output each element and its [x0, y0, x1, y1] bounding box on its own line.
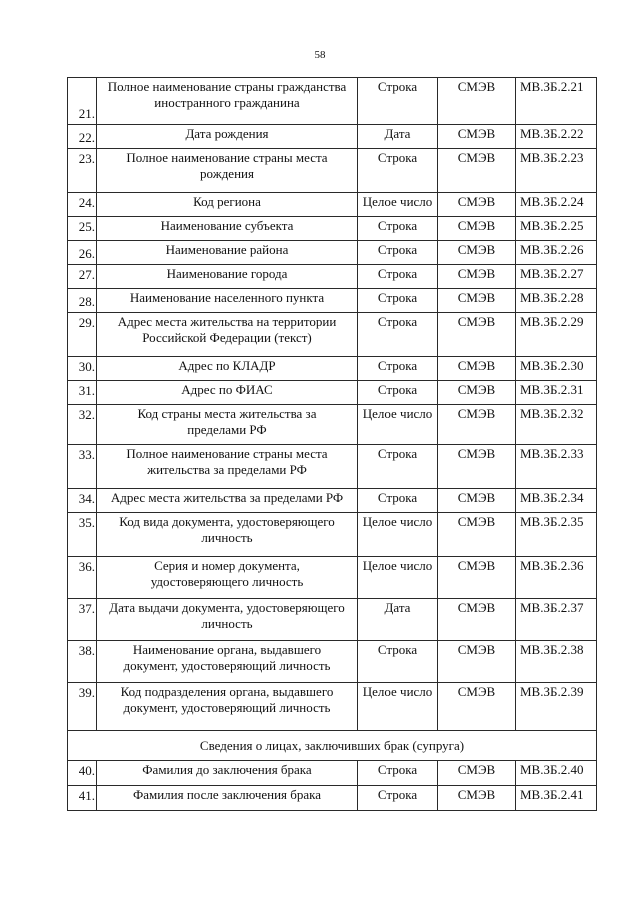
attribute-name	[97, 357, 358, 381]
attribute-code: МВ.ЗБ.2.24	[516, 193, 597, 217]
attribute-source: СМЭВ	[438, 445, 516, 489]
row-number: 27.	[68, 265, 97, 289]
attribute-type: Дата	[358, 125, 438, 149]
attribute-code: МВ.ЗБ.2.37	[516, 599, 597, 641]
attribute-source: СМЭВ	[438, 683, 516, 731]
attribute-name-line: пределами РФ	[187, 422, 267, 437]
attribute-code: МВ.ЗБ.2.40	[516, 761, 597, 786]
attribute-code: МВ.ЗБ.2.29	[516, 313, 597, 357]
attribute-type: Строка	[358, 241, 438, 265]
attribute-name-line: Дата выдачи документа, удостоверяющего	[109, 600, 345, 615]
row-number: 25.	[68, 217, 97, 241]
attribute-source: СМЭВ	[438, 405, 516, 445]
attribute-name-line: документ, удостоверяющий личность	[123, 700, 331, 715]
attribute-code: МВ.ЗБ.2.32	[516, 405, 597, 445]
attribute-name-line: Наименование субъекта	[160, 218, 294, 233]
attribute-source: СМЭВ	[438, 557, 516, 599]
attribute-name	[97, 761, 358, 786]
table-row	[68, 381, 597, 405]
attribute-name	[97, 599, 358, 641]
attribute-name	[97, 445, 358, 489]
attribute-type: Строка	[358, 313, 438, 357]
section-table-body	[68, 731, 597, 811]
attribute-name-line: документ, удостоверяющий личность	[123, 658, 331, 673]
attribute-name-line: Наименование органа, выдавшего	[132, 642, 322, 657]
attribute-source: СМЭВ	[438, 489, 516, 513]
attribute-name-line: Адрес места жительства на территории	[117, 314, 337, 329]
attribute-type: Строка	[358, 641, 438, 683]
attribute-type: Целое число	[358, 557, 438, 599]
attribute-name-line: Наименование района	[165, 242, 289, 257]
attribute-code: МВ.ЗБ.2.36	[516, 557, 597, 599]
attribute-name-line: Адрес по ФИАС	[181, 382, 273, 397]
attribute-code: МВ.ЗБ.2.31	[516, 381, 597, 405]
table-row	[68, 289, 597, 313]
attribute-source: СМЭВ	[438, 78, 516, 125]
section-header-row	[68, 731, 597, 761]
attribute-name	[97, 489, 358, 513]
attribute-source: СМЭВ	[438, 599, 516, 641]
row-number: 23.	[68, 149, 97, 193]
attribute-name-line: личность	[201, 616, 253, 631]
attribute-code: МВ.ЗБ.2.30	[516, 357, 597, 381]
attribute-name	[97, 193, 358, 217]
attribute-code: МВ.ЗБ.2.34	[516, 489, 597, 513]
table-row	[68, 641, 597, 683]
attribute-name	[97, 217, 358, 241]
attribute-code: МВ.ЗБ.2.27	[516, 265, 597, 289]
attribute-type: Строка	[358, 265, 438, 289]
attribute-name-line: рождения	[200, 166, 254, 181]
attribute-type: Строка	[358, 289, 438, 313]
attribute-name-line: Наименование населенного пункта	[129, 290, 325, 305]
page-number: 58	[314, 49, 326, 61]
attribute-code: МВ.ЗБ.2.35	[516, 513, 597, 557]
attribute-code: МВ.ЗБ.2.26	[516, 241, 597, 265]
attribute-type: Строка	[358, 489, 438, 513]
attribute-name	[97, 78, 358, 125]
attribute-name-line: Наименование города	[166, 266, 288, 281]
table-row	[68, 217, 597, 241]
attribute-name-line: удостоверяющего личность	[150, 574, 304, 589]
attribute-source: СМЭВ	[438, 357, 516, 381]
row-number: 33.	[68, 445, 97, 489]
attribute-name-line: личность	[201, 530, 253, 545]
row-number: 21.	[68, 78, 97, 125]
table-row	[68, 149, 597, 193]
attribute-source: СМЭВ	[438, 265, 516, 289]
row-number: 29.	[68, 313, 97, 357]
attribute-code: МВ.ЗБ.2.28	[516, 289, 597, 313]
attribute-source: СМЭВ	[438, 761, 516, 786]
row-number: 35.	[68, 513, 97, 557]
attribute-type: Строка	[358, 381, 438, 405]
attribute-name	[97, 513, 358, 557]
attribute-name	[97, 381, 358, 405]
row-number: 34.	[68, 489, 97, 513]
attribute-source: СМЭВ	[438, 513, 516, 557]
attribute-code: МВ.ЗБ.2.22	[516, 125, 597, 149]
attribute-code: МВ.ЗБ.2.41	[516, 786, 597, 811]
row-number: 28.	[68, 289, 97, 313]
attribute-name	[97, 149, 358, 193]
attribute-name-line: Полное наименование страны места	[126, 150, 328, 165]
attribute-name	[97, 289, 358, 313]
attribute-source: СМЭВ	[438, 313, 516, 357]
table-row	[68, 193, 597, 217]
attribute-name-line: Код страны места жительства за	[137, 406, 317, 421]
table-row	[68, 489, 597, 513]
attribute-code: МВ.ЗБ.2.39	[516, 683, 597, 731]
row-number: 41.	[68, 786, 97, 811]
attribute-name-line: Код подразделения органа, выдавшего	[120, 684, 334, 699]
table-row	[68, 125, 597, 149]
table-row	[68, 78, 597, 125]
table-row	[68, 513, 597, 557]
attributes-table-body	[68, 78, 597, 731]
row-number: 24.	[68, 193, 97, 217]
attribute-type: Строка	[358, 78, 438, 125]
attribute-source: СМЭВ	[438, 125, 516, 149]
attribute-name	[97, 683, 358, 731]
row-number: 31.	[68, 381, 97, 405]
attribute-name	[97, 241, 358, 265]
attribute-name	[97, 641, 358, 683]
table-row	[68, 445, 597, 489]
attribute-name	[97, 405, 358, 445]
table-row	[68, 265, 597, 289]
attribute-type: Строка	[358, 761, 438, 786]
table-row	[68, 761, 597, 786]
attribute-name-line: Адрес по КЛАДР	[178, 358, 276, 373]
attribute-type: Строка	[358, 217, 438, 241]
attribute-name-line: Полное наименование страны гражданства	[107, 79, 347, 94]
section-title: Сведения о лицах, заключивших брак (супруга)	[68, 731, 597, 761]
table-row	[68, 241, 597, 265]
table-row	[68, 405, 597, 445]
attribute-source: СМЭВ	[438, 381, 516, 405]
attribute-name-line: Российской Федерации (текст)	[142, 330, 312, 345]
attribute-type: Дата	[358, 599, 438, 641]
attribute-source: СМЭВ	[438, 241, 516, 265]
attribute-name-line: жительства за пределами РФ	[147, 462, 307, 477]
attribute-code: МВ.ЗБ.2.21	[516, 78, 597, 125]
attribute-type: Целое число	[358, 405, 438, 445]
row-number: 39.	[68, 683, 97, 731]
table-row	[68, 357, 597, 381]
attribute-name-line: Дата рождения	[185, 126, 269, 141]
row-number: 38.	[68, 641, 97, 683]
attribute-name-line: Код региона	[193, 194, 261, 209]
attribute-source: СМЭВ	[438, 786, 516, 811]
attribute-name-line: Код вида документа, удостоверяющего	[119, 514, 335, 529]
row-number: 37.	[68, 599, 97, 641]
attribute-type: Строка	[358, 149, 438, 193]
attribute-source: СМЭВ	[438, 289, 516, 313]
row-number: 30.	[68, 357, 97, 381]
attribute-type: Целое число	[358, 193, 438, 217]
attribute-type: Целое число	[358, 513, 438, 557]
table-row	[68, 557, 597, 599]
row-number: 40.	[68, 761, 97, 786]
attribute-name-line: иностранного гражданина	[154, 95, 300, 110]
table-row	[68, 313, 597, 357]
attribute-source: СМЭВ	[438, 641, 516, 683]
row-number: 36.	[68, 557, 97, 599]
attribute-type: Строка	[358, 445, 438, 489]
row-number: 32.	[68, 405, 97, 445]
attribute-name	[97, 125, 358, 149]
attribute-code: МВ.ЗБ.2.38	[516, 641, 597, 683]
row-number: 22.	[68, 125, 97, 149]
table-row	[68, 786, 597, 811]
attribute-source: СМЭВ	[438, 217, 516, 241]
attribute-name	[97, 265, 358, 289]
attribute-name-line: Фамилия после заключения брака	[132, 787, 322, 802]
attribute-source: СМЭВ	[438, 193, 516, 217]
attribute-name-line: Серия и номер документа,	[154, 558, 300, 573]
attribute-name-line: Фамилия до заключения брака	[142, 762, 312, 777]
attribute-type: Строка	[358, 786, 438, 811]
table-row	[68, 599, 597, 641]
attribute-name-line: Полное наименование страны места	[126, 446, 328, 461]
attribute-type: Строка	[358, 357, 438, 381]
attribute-name	[97, 557, 358, 599]
table-row	[68, 683, 597, 731]
attribute-type: Целое число	[358, 683, 438, 731]
attribute-source: СМЭВ	[438, 149, 516, 193]
attribute-code: МВ.ЗБ.2.33	[516, 445, 597, 489]
attribute-code: МВ.ЗБ.2.23	[516, 149, 597, 193]
attribute-name	[97, 313, 358, 357]
attribute-name	[97, 786, 358, 811]
attribute-code: МВ.ЗБ.2.25	[516, 217, 597, 241]
row-number: 26.	[68, 241, 97, 265]
attribute-name-line: Адрес места жительства за пределами РФ	[110, 490, 344, 505]
attributes-table	[67, 77, 597, 811]
